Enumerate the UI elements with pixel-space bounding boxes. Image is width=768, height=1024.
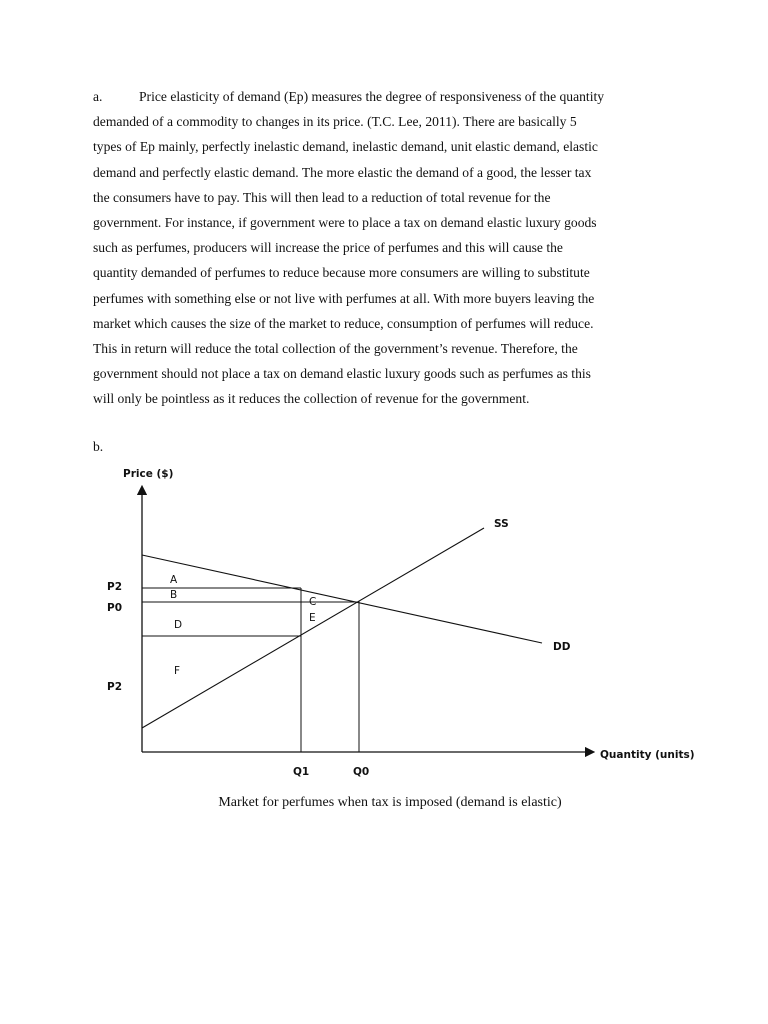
y-tick-p0: P0 [107, 602, 123, 614]
paragraph-line: government should not place a tax on demand elastic luxury goods such as perfumes as this [93, 366, 591, 382]
demand-curve-label: DD [553, 641, 571, 653]
area-label-d: D [174, 619, 183, 631]
demand-curve [142, 555, 542, 643]
paragraph-line: perfumes with something else or not live with perfumes at all. With more buyers leaving the [93, 290, 595, 306]
paragraph-line: government. For instance, if government were to place a tax on demand elastic luxury goods [93, 215, 597, 231]
paragraph-text: Price elasticity of demand (Ep) measures the degree of responsiveness of the quantity [139, 89, 605, 104]
paragraph-line: demanded of a commodity to changes in its price. (T.C. Lee, 2011). There are basically 5 [93, 114, 577, 130]
paragraph-line: will only be pointless as it reduces the collection of revenue for the government. [93, 391, 530, 407]
x-axis-label: Quantity (units) [600, 749, 695, 761]
figure-caption: Market for perfumes when tax is imposed (demand is elastic) [218, 795, 562, 810]
paragraph-line: demand and perfectly elastic demand. The more elastic the demand of a good, the lesser tax [93, 164, 592, 180]
area-label-b: B [170, 589, 178, 601]
area-label-c: C [309, 596, 317, 608]
y-tick-p2-lower: P2 [107, 681, 123, 693]
y-tick-p2-upper: P2 [107, 581, 123, 593]
area-label-e: E [309, 612, 316, 624]
area-label-a: A [170, 574, 178, 586]
paragraph-line: such as perfumes, producers will increase the price of perfumes and this will cause the [93, 240, 563, 256]
paragraph-line: quantity demanded of perfumes to reduce because more consumers are willing to substitute [93, 265, 590, 281]
paragraph-line: market which causes the size of the market to reduce, consumption of perfumes will reduce. [93, 315, 594, 331]
x-tick-q1: Q1 [293, 766, 310, 778]
paragraph-line: types of Ep mainly, perfectly inelastic demand, inelastic demand, unit elastic demand, elastic [93, 139, 598, 155]
paragraph-line: the consumers have to pay. This will then lead to a reduction of total revenue for the [93, 189, 551, 205]
section-b-marker: b. [93, 439, 104, 454]
y-axis-label: Price ($) [123, 468, 174, 480]
x-tick-q0: Q0 [353, 766, 370, 778]
section-a-marker: a. [93, 89, 103, 104]
paragraph-line: This in return will reduce the total collection of the government’s revenue. Therefore, the [93, 341, 578, 357]
supply-curve-label: SS [494, 518, 509, 530]
supply-curve [142, 528, 484, 728]
area-label-f: F [174, 665, 181, 677]
